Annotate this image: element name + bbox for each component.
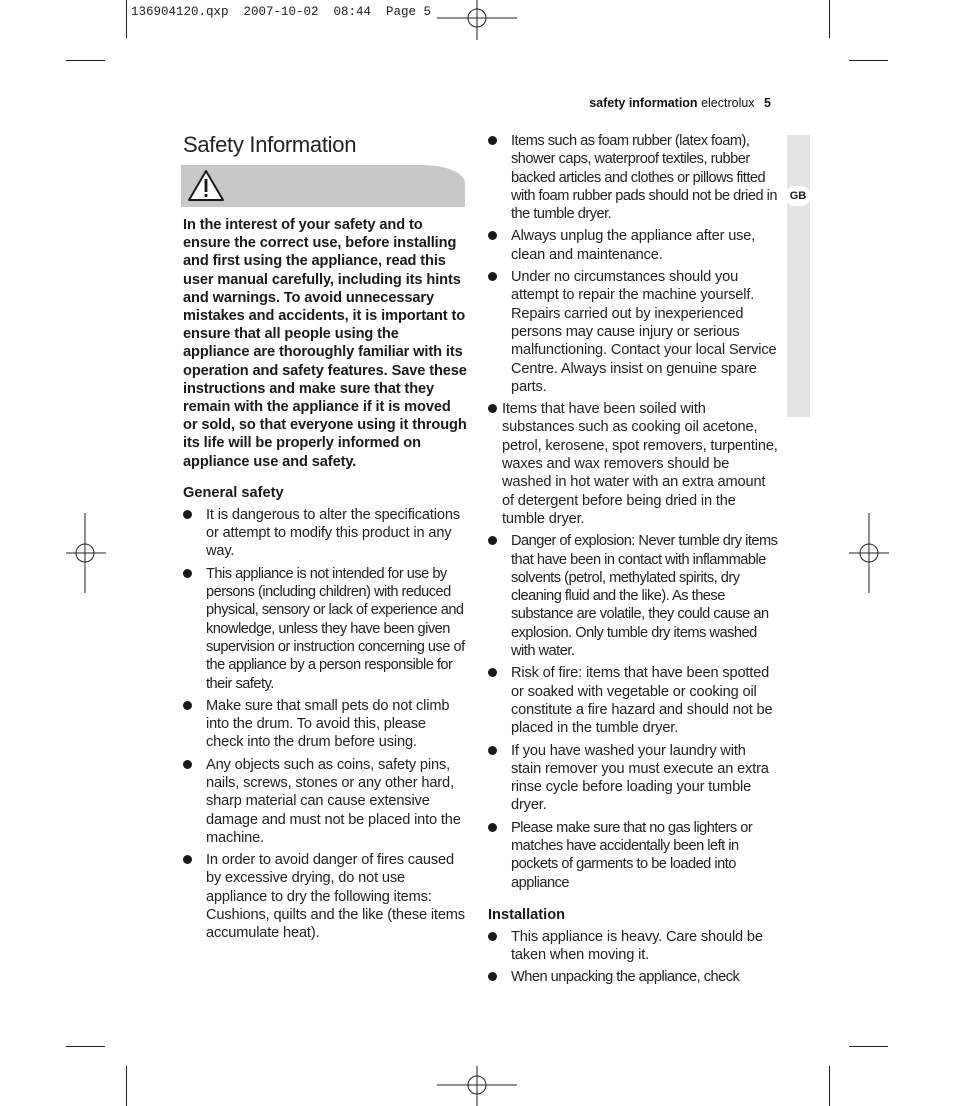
general-safety-heading: General safety bbox=[183, 484, 284, 501]
bullet-icon bbox=[488, 668, 497, 677]
list-item: In order to avoid danger of fires caused by excessive drying, do not use appliance to dry the following items: Cushions, quilts and the like (these items accumulate heat). bbox=[183, 851, 467, 942]
language-tab-label: GB bbox=[785, 186, 811, 206]
print-slug: 136904120.qxp 2007-10-02 08:44 Page 5 bbox=[131, 5, 432, 19]
bullet-icon bbox=[488, 536, 497, 545]
bullet-icon bbox=[183, 510, 192, 519]
bullet-icon bbox=[488, 746, 497, 755]
general-safety-list-continued bbox=[488, 132, 778, 892]
left-column bbox=[183, 131, 467, 947]
bullet-icon bbox=[488, 932, 497, 941]
bullet-icon bbox=[488, 272, 497, 281]
crop-mark bbox=[849, 60, 888, 61]
running-head bbox=[589, 96, 771, 110]
bullet-icon bbox=[488, 404, 497, 413]
list-item: Danger of explosion: Never tumble dry items that have been in contact with inflammable solvents (petrol, methylated spirits, dry cleaning fluid and the like). As these substance are volatile, they could cause an explosion. Only tumble dry items washed with water. bbox=[488, 532, 778, 660]
right-column bbox=[488, 132, 778, 991]
list-item: This appliance is not intended for use by persons (including children) with reduced physical, sensory or lack of experience and knowledge, unless they have been given supervision or instruction concerning use of the appliance by a person responsible for their safety. bbox=[183, 565, 467, 693]
bullet-icon bbox=[183, 569, 192, 578]
list-item: Items that have been soiled with substances such as cooking oil acetone, petrol, kerosene, spot removers, turpentine, waxes and wax removers should be washed in hot water with an extra amount of detergent before being dried in the tumble dryer. bbox=[488, 400, 778, 528]
bullet-icon bbox=[488, 231, 497, 240]
crop-mark bbox=[66, 1046, 105, 1047]
registration-mark-icon bbox=[437, 1066, 517, 1106]
list-item: When unpacking the appliance, check bbox=[488, 968, 778, 986]
registration-mark-icon bbox=[849, 513, 889, 593]
registration-mark-icon bbox=[66, 513, 106, 593]
list-item: Items such as foam rubber (latex foam), shower caps, waterproof textiles, rubber backed articles and clothes or pillows fitted with foam rubber pads should not be dried in the tumble dryer. bbox=[488, 132, 778, 223]
list-item: Any objects such as coins, safety pins, nails, screws, stones or any other hard, sharp material can cause extensive damage and must not be placed into the machine. bbox=[183, 756, 467, 847]
running-head-brand: electrolux bbox=[701, 96, 755, 110]
warning-banner bbox=[181, 165, 465, 207]
running-head-section: safety information bbox=[589, 96, 698, 110]
list-item: If you have washed your laundry with stain remover you must execute an extra rinse cycle before loading your tumble dryer. bbox=[488, 742, 778, 815]
page-title: Safety Information bbox=[183, 132, 357, 157]
bullet-icon bbox=[183, 855, 192, 864]
bullet-icon bbox=[183, 760, 192, 769]
crop-mark bbox=[829, 0, 830, 38]
registration-mark-icon bbox=[437, 0, 517, 40]
crop-mark bbox=[66, 60, 105, 61]
list-item: This appliance is heavy. Care should be taken when moving it. bbox=[488, 928, 778, 965]
crop-mark bbox=[849, 1046, 888, 1047]
language-side-tab bbox=[787, 135, 810, 417]
list-item: Risk of fire: items that have been spotted or soaked with vegetable or cooking oil constitute a fire hazard and should not be placed in the tumble dryer. bbox=[488, 664, 778, 737]
list-item: Always unplug the appliance after use, clean and maintenance. bbox=[488, 227, 778, 264]
intro-paragraph: In the interest of your safety and to ensure the correct use, before installing and first using the appliance, read this user manual carefully, including its hints and warnings. To avoid unnecessary mistakes and accidents, it is important to ensure that all people using the appliance are thoroughly familiar with its operation and safety features. Save these instructions and make sure that they remain with the appliance if it is moved or sold, so that everyone using it through its life will be properly informed on appliance use and safety. bbox=[183, 217, 467, 470]
list-item: Make sure that small pets do not climb into the drum. To avoid this, please check into the drum before using. bbox=[183, 697, 467, 752]
bullet-icon bbox=[488, 136, 497, 145]
crop-mark bbox=[126, 0, 127, 38]
list-item: Under no circumstances should you attempt to repair the machine yourself. Repairs carried out by inexperienced persons may cause injury or serious malfunctioning. Contact your local Service Centre. Always insist on genuine spare parts. bbox=[488, 268, 778, 396]
installation-list bbox=[488, 928, 778, 987]
list-item: Please make sure that no gas lighters or matches have accidentally been left in pockets of garments to be loaded into appliance bbox=[488, 819, 778, 892]
installation-heading: Installation bbox=[488, 906, 566, 923]
warning-triangle-icon bbox=[187, 169, 225, 203]
bullet-icon bbox=[183, 701, 192, 710]
general-safety-list bbox=[183, 506, 467, 943]
page-number: 5 bbox=[764, 96, 771, 110]
crop-mark bbox=[126, 1066, 127, 1106]
bullet-icon bbox=[488, 823, 497, 832]
crop-mark bbox=[829, 1066, 830, 1106]
bullet-icon bbox=[488, 972, 497, 981]
list-item: It is dangerous to alter the specifications or attempt to modify this product in any way. bbox=[183, 506, 467, 561]
